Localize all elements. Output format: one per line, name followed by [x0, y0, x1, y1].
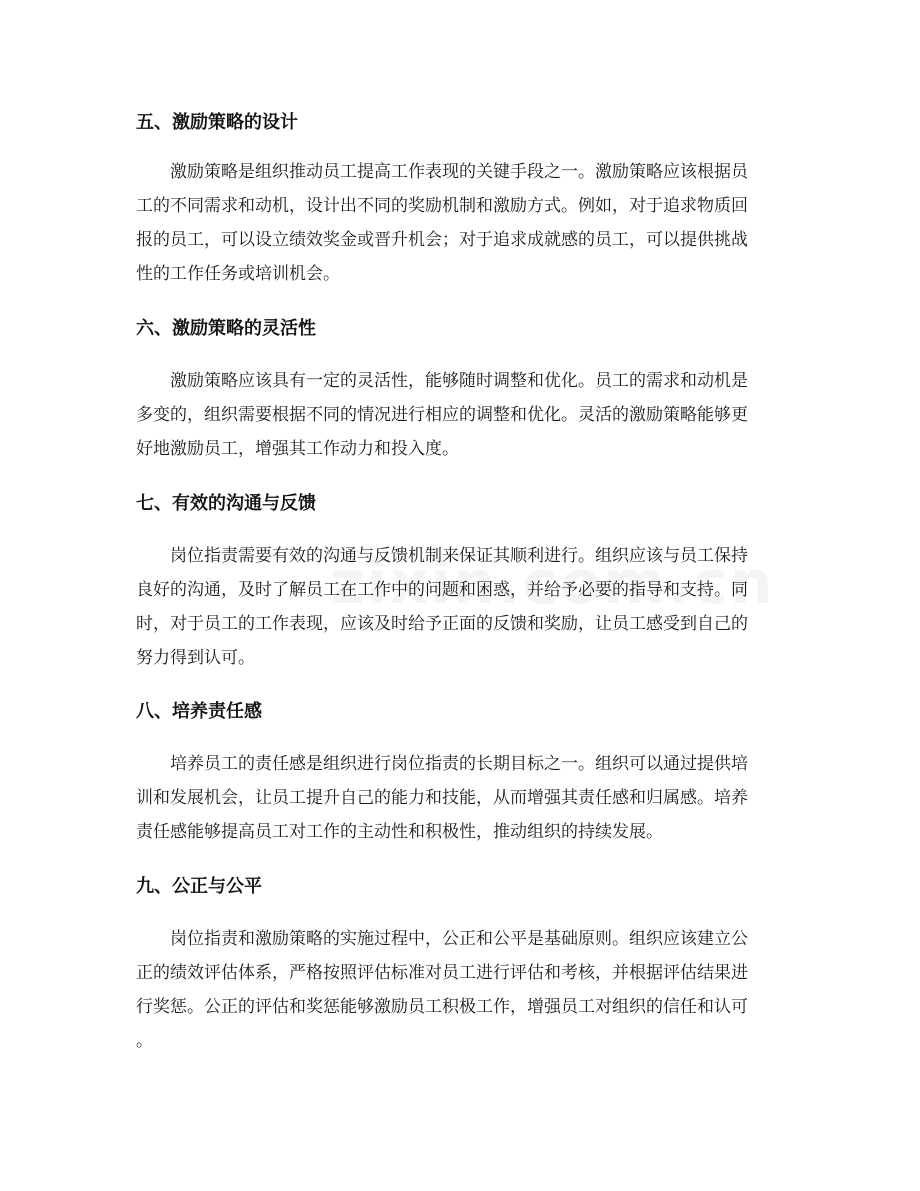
paragraph-line: 训和发展机会，让员工提升自己的能力和技能，从而增强其责任感和归属感。培养 [136, 788, 748, 808]
paragraph-line: 行奖惩。公正的评估和奖惩能够激励员工积极工作，增强员工对组织的信任和认可 [136, 997, 748, 1017]
section-paragraph [136, 922, 786, 1058]
paragraph-line: 激励策略是组织推动员工提高工作表现的关键手段之一。激励策略应该根据员 [170, 162, 748, 182]
paragraph-line: 多变的，组织需要根据不同的情况进行相应的调整和优化。灵活的激励策略能够更 [136, 405, 748, 425]
section-paragraph [136, 155, 786, 291]
section-paragraph [136, 364, 786, 466]
paragraph-line: 正的绩效评估体系，严格按照评估标准对员工进行评估和考核，并根据评估结果进 [136, 963, 748, 983]
paragraph-line: 。 [136, 1031, 153, 1051]
section-heading: 七、有效的沟通与反馈 [136, 493, 316, 514]
paragraph-line: 责任感能够提高员工对工作的主动性和积极性，推动组织的持续发展。 [136, 822, 663, 842]
paragraph-line: 岗位指责需要有效的沟通与反馈机制来保证其顺利进行。组织应该与员工保持 [170, 546, 748, 566]
paragraph-line: 激励策略应该具有一定的灵活性，能够随时调整和优化。员工的需求和动机是 [170, 371, 748, 391]
section-heading: 六、激励策略的灵活性 [136, 318, 316, 339]
paragraph-line: 性的工作任务或培训机会。 [136, 264, 340, 284]
section-paragraph [136, 747, 786, 849]
paragraph-line: 工的不同需求和动机，设计出不同的奖励机制和激励方式。例如，对于追求物质回 [136, 196, 748, 216]
paragraph-line: 时，对于员工的工作表现，应该及时给予正面的反馈和奖励，让员工感受到自己的 [136, 614, 748, 634]
section-heading: 九、公正与公平 [136, 876, 262, 897]
paragraph-line: 努力得到认可。 [136, 648, 255, 668]
paragraph-line: 好地激励员工，增强其工作动力和投入度。 [136, 439, 459, 459]
section-heading: 八、培养责任感 [136, 701, 262, 722]
section-paragraph [136, 539, 786, 675]
paragraph-line: 培养员工的责任感是组织进行岗位指责的长期目标之一。组织可以通过提供培 [170, 754, 748, 774]
paragraph-line: 岗位指责和激励策略的实施过程中，公正和公平是基础原则。组织应该建立公 [170, 929, 748, 949]
paragraph-line: 良好的沟通，及时了解员工在工作中的问题和困惑，并给予必要的指导和支持。同 [136, 580, 748, 600]
paragraph-line: 报的员工，可以设立绩效奖金或晋升机会；对于追求成就感的员工，可以提供挑战 [136, 230, 748, 250]
section-heading: 五、激励策略的设计 [136, 112, 298, 133]
